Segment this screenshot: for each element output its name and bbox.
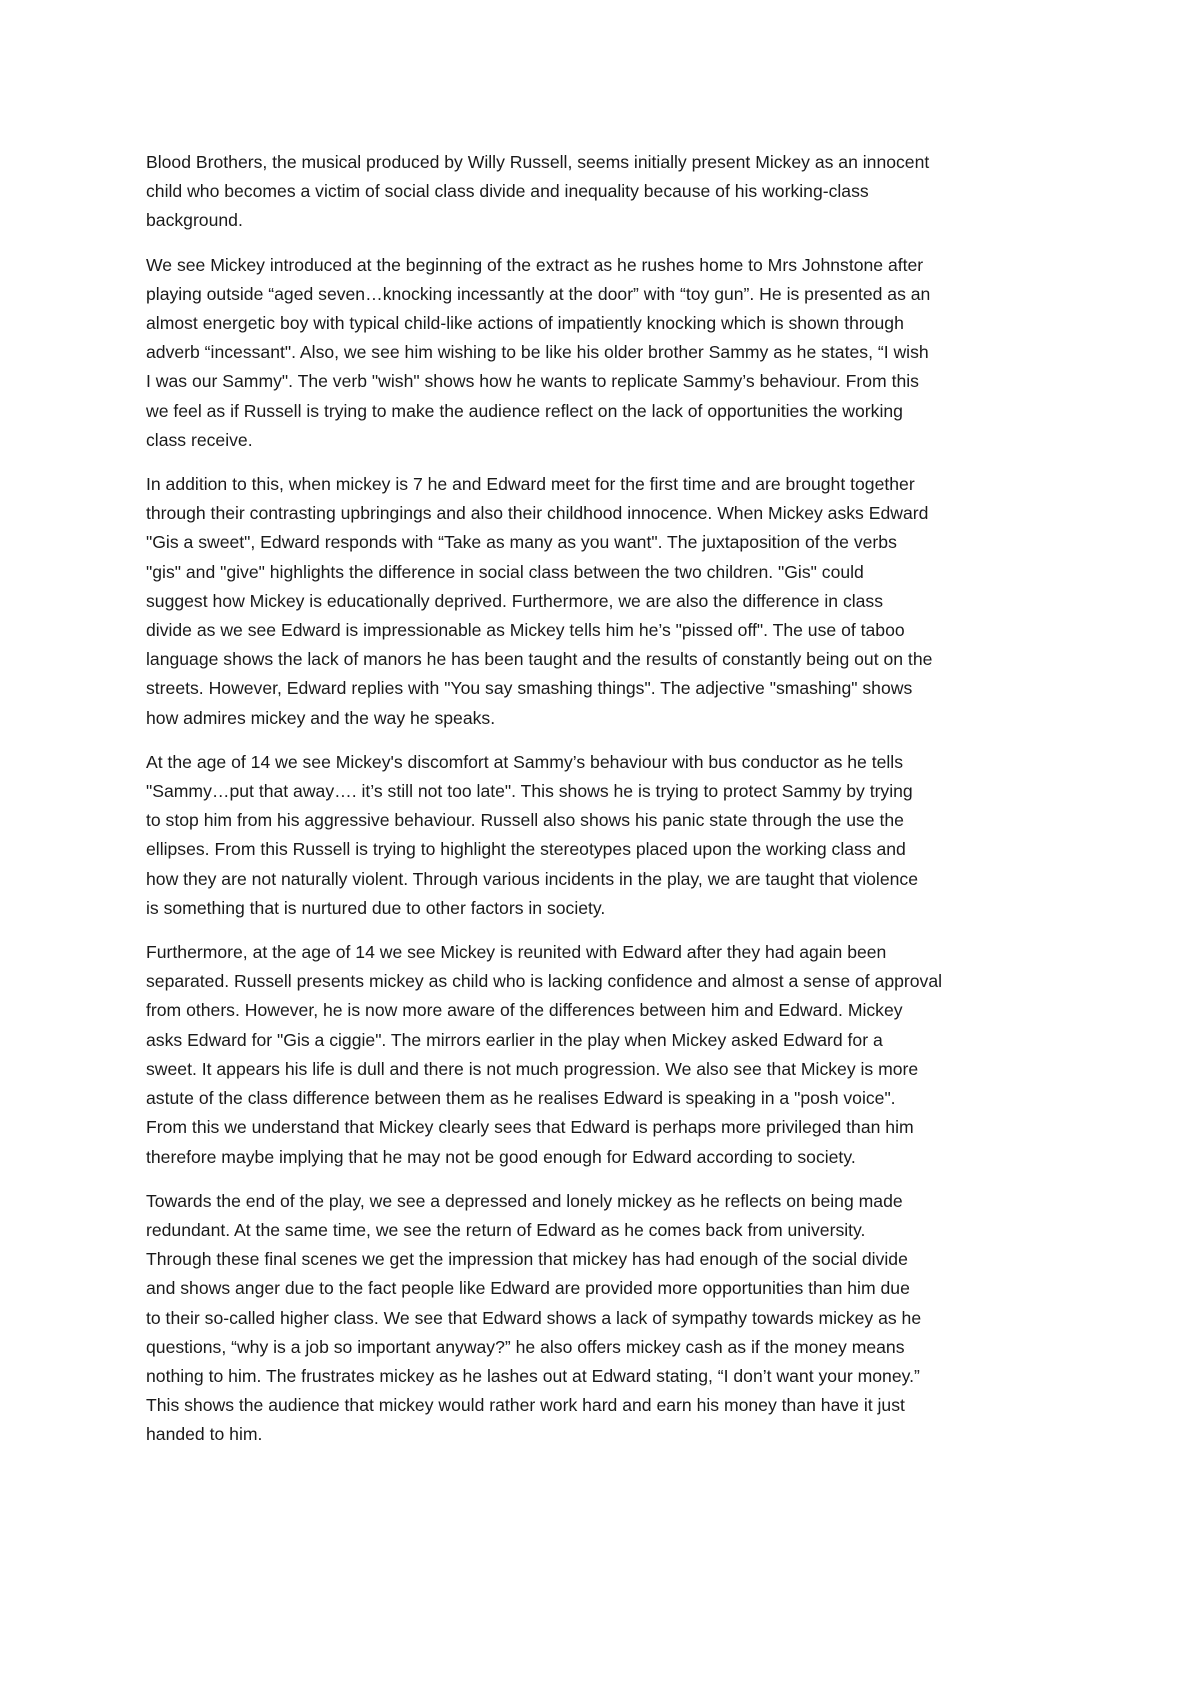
- paragraph-mickey-introduced: We see Mickey introduced at the beginning of the extract as he rushes home to Mrs Johnstone after playing outside “aged seven…knocking incessantly at the door” with “toy gun”. He is presented as an almost energetic boy with typical child-like actions of impatiently knocking which is shown through adverb “incessant". Also, we see him wishing to be like his older brother Sammy as he states, “I wish I was our Sammy". The verb "wish" shows how he wants to replicate Sammy’s behaviour. From this we feel as if Russell is trying to make the audience reflect on the lack of opportunities the working class receive.: [146, 254, 931, 450]
- paragraph-end-of-play: Towards the end of the play, we see a depressed and lonely mickey as he reflects on being made redundant. At the same time, we see the return of Edward as he comes back from university. Through these final scenes we get the impression that mickey has had enough of the social divide and shows anger due to the fact people like Edward are provided more opportunities than him due to their so-called higher class. We see that Edward shows a lack of sympathy towards mickey as he questions, “why is a job so important anyway?” he also offers mickey cash as if the money means nothing to him. The frustrates mickey as he lashes out at Edward stating, “I don’t want your money.” This shows the audience that mickey would rather work hard and earn his money than have it just handed to him.: [146, 1190, 922, 1445]
- paragraph-mickey-meets-edward: In addition to this, when mickey is 7 he and Edward meet for the first time and are brought together through their contrasting upbringings and also their childhood innocence. When Mickey asks Edward "Gis a sweet", Edward responds with “Take as many as you want". The juxtaposition of the verbs "gis" and "give" highlights the difference in social class between the two children. "Gis" could suggest how Mickey is educationally deprived. Furthermore, we are also the difference in class divide as we see Edward is impressionable as Mickey tells him he’s "pissed off". The use of taboo language shows the lack of manors he has been taught and the results of constantly being out on the streets. However, Edward replies with "You say smashing things". The adjective "smashing" shows how admires mickey and the way he speaks.: [146, 474, 933, 728]
- paragraph-reunited: Furthermore, at the age of 14 we see Mickey is reunited with Edward after they had again been separated. Russell presents mickey as child who is lacking confidence and almost a sense of approval from others. However, he is now more aware of the differences between him and Edward. Mickey asks Edward for "Gis a ciggie". The mirrors earlier in the play when Mickey asked Edward for a sweet. It appears his life is dull and there is not much progression. We also see that Mickey is more astute of the class difference between them as he realises Edward is speaking in a "posh voice". From this we understand that Mickey clearly sees that Edward is perhaps more privileged than him therefore maybe implying that he may not be good enough for Edward according to society.: [146, 942, 943, 1167]
- document-body: [146, 148, 1064, 1465]
- paragraph-intro: Blood Brothers, the musical produced by Willy Russell, seems initially present Mickey as an innocent child who becomes a victim of social class divide and inequality because of his working-class background.: [146, 152, 930, 231]
- paragraph-bus-conductor: At the age of 14 we see Mickey's discomfort at Sammy’s behaviour with bus conductor as he tells "Sammy…put that away…. it’s still not too late". This shows he is trying to protect Sammy by trying to stop him from his aggressive behaviour. Russell also shows his panic state through the use the ellipses. From this Russell is trying to highlight the stereotypes placed upon the working class and how they are not naturally violent. Through various incidents in the play, we are taught that violence is something that is nurtured due to other factors in society.: [146, 751, 918, 918]
